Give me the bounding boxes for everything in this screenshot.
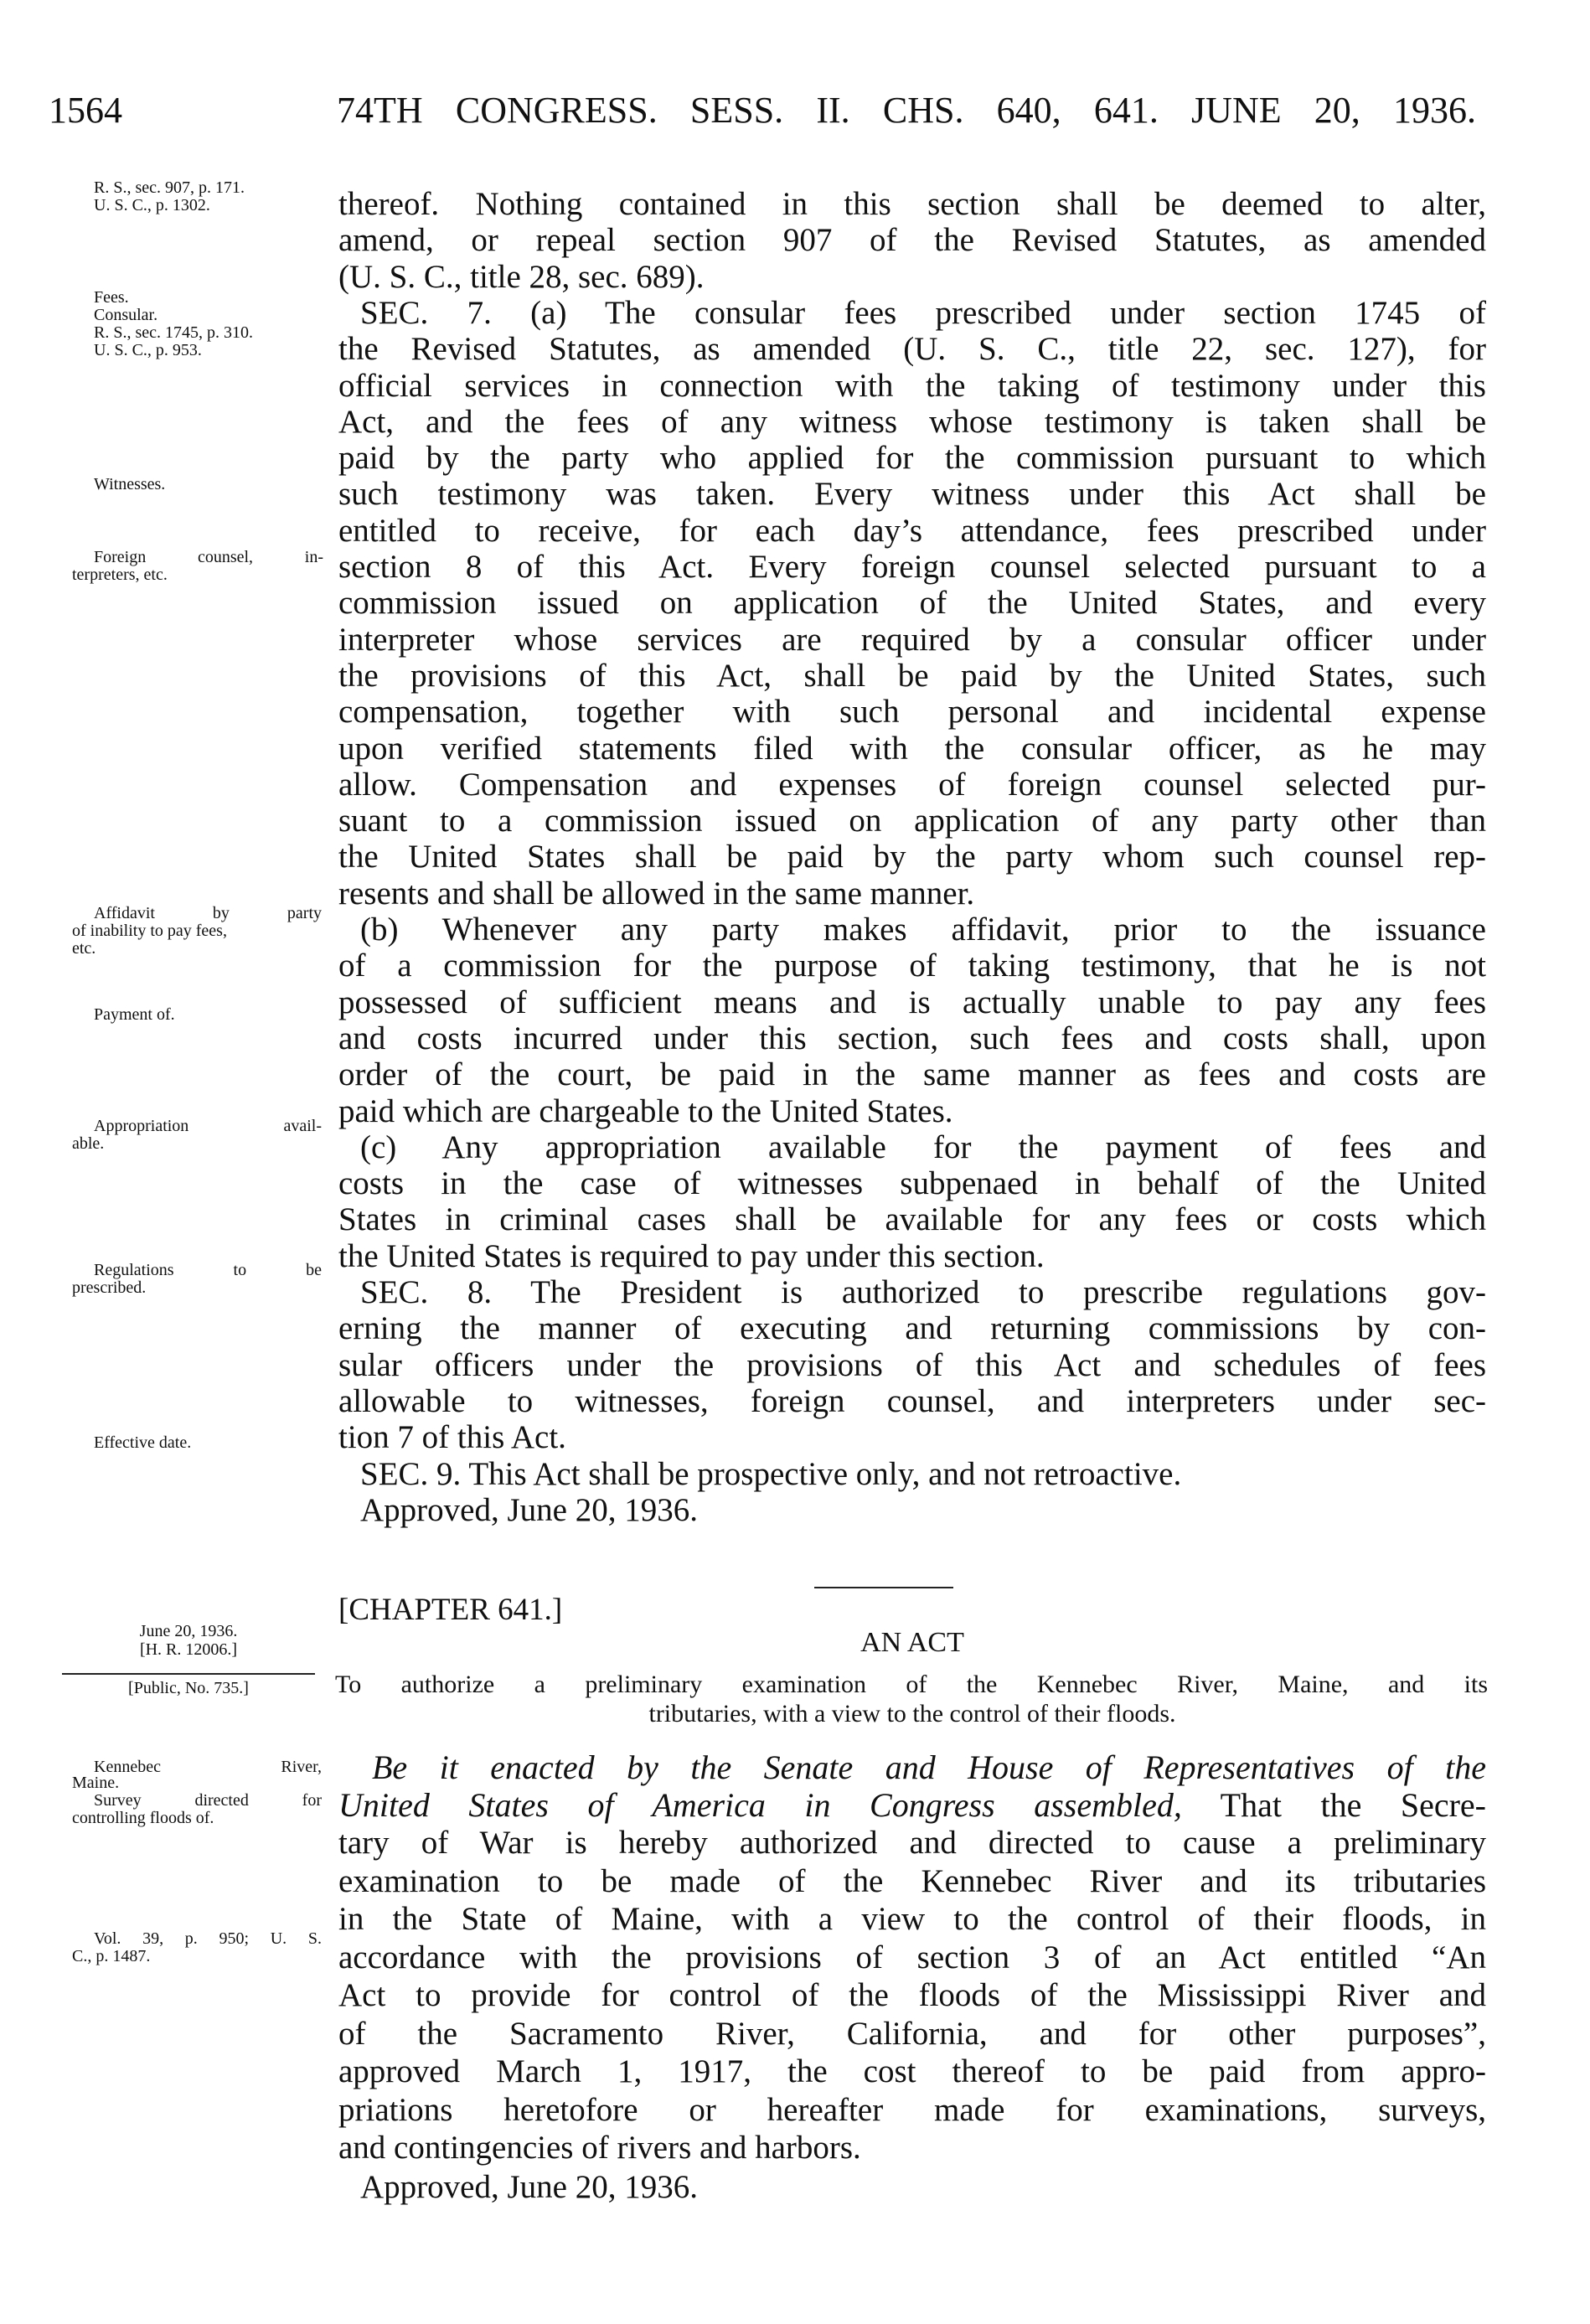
enacting-clause xyxy=(338,1787,1486,1823)
act-caption: tributaries, with a view to the control of their floods. xyxy=(648,1700,1176,1728)
text-line: approved March 1, 1917, the cost thereof to be paid from appro- xyxy=(338,2053,1486,2089)
text-line: the United States is required to pay under this section. xyxy=(338,1237,1045,1274)
margin-note: Fees. xyxy=(94,288,129,307)
page-number: 1564 xyxy=(49,90,122,131)
text-line: (U. S. C., title 28, sec. 689). xyxy=(338,258,705,295)
text-line: SEC. 8. The President is authorized to prescribe regulations gov- xyxy=(360,1274,1486,1310)
text-line: possessed of sufficient means and is actually unable to pay any fees xyxy=(338,984,1486,1020)
margin-note: Payment of. xyxy=(94,1005,175,1024)
text-line: resents and shall be allowed in the same manner. xyxy=(338,875,975,912)
text-line: tion 7 of this Act. xyxy=(338,1419,566,1456)
text-line: Act to provide for control of the floods of the Mississippi River and xyxy=(338,1977,1486,2013)
text-line: allowable to witnesses, foreign counsel, and interpreters under sec- xyxy=(338,1382,1486,1419)
text-line: of the Sacramento River, California, and for other purposes”, xyxy=(338,2015,1486,2052)
enacting-text: That the Secre- xyxy=(1181,1786,1487,1824)
text-line: entitled to receive, for each day’s attendance, fees prescribed under xyxy=(338,512,1486,549)
text-line: thereof. Nothing contained in this section shall be deemed to alter, xyxy=(338,186,1486,222)
text-line: compensation, together with such personal and incidental expense xyxy=(338,694,1486,731)
text-line: examination to be made of the Kennebec River and its tributaries xyxy=(338,1862,1486,1899)
chapter-label: [CHAPTER 641.] xyxy=(338,1593,563,1627)
text-line: paid by the party who applied for the commission pursuant to which xyxy=(338,440,1486,477)
text-line: suant to a commission issued on application of any party other than xyxy=(338,803,1486,839)
margin-note: Vol. 39, p. 950; U. S. xyxy=(94,1929,322,1948)
text-line: order of the court, be paid in the same manner as fees and costs are xyxy=(338,1056,1486,1093)
act-caption: To authorize a preliminary examination of the Kennebec River, Maine, and its xyxy=(335,1671,1488,1698)
text-line: Act, and the fees of any witness whose testimony is taken shall be xyxy=(338,403,1486,440)
margin-note: able. xyxy=(72,1134,105,1153)
enacting-italic: United States of America in Congress assembled, xyxy=(338,1786,1182,1824)
margin-note: C., p. 1487. xyxy=(72,1947,151,1965)
text-line: SEC. 9. This Act shall be prospective only, and not retroactive. xyxy=(360,1455,1182,1492)
text-line: SEC. 7. (a) The consular fees prescribed under section 1745 of xyxy=(360,294,1486,331)
text-line: in the State of Maine, with a view to the control of their floods, in xyxy=(338,1901,1486,1937)
margin-note: Survey directed for xyxy=(94,1791,322,1810)
margin-note: of inability to pay fees, xyxy=(72,922,227,940)
text-line: allow. Compensation and expenses of foreign counsel selected pur- xyxy=(338,766,1486,803)
margin-public-law: [Public, No. 735.] xyxy=(128,1679,249,1697)
margin-note: Kennebec River, xyxy=(94,1758,322,1776)
text-line: the provisions of this Act, shall be paid by the United States, such xyxy=(338,657,1486,694)
enacting-clause xyxy=(372,1749,1486,1785)
margin-note: Witnesses. xyxy=(94,475,166,493)
text-line: amend, or repeal section 907 of the Revised Statutes, as amended xyxy=(338,222,1486,259)
text-line: tary of War is hereby authorized and directed to cause a preliminary xyxy=(338,1825,1486,1861)
text-line: of a commission for the purpose of taking testimony, that he is not xyxy=(338,948,1486,984)
text-line: commission issued on application of the United States, and every xyxy=(338,585,1486,622)
text-line: accordance with the provisions of section 3 of an Act entitled “An xyxy=(338,1939,1486,1975)
margin-rule xyxy=(62,1673,315,1675)
text-line: paid which are chargeable to the United States. xyxy=(338,1092,953,1129)
margin-note: R. S., sec. 1745, p. 310. xyxy=(94,323,253,342)
text-line: the United States shall be paid by the party whom such counsel rep- xyxy=(338,839,1486,875)
margin-date: June 20, 1936. xyxy=(139,1622,238,1640)
margin-note: U. S. C., p. 953. xyxy=(94,341,202,359)
act-heading: AN ACT xyxy=(860,1627,964,1658)
text-line: and contingencies of rivers and harbors. xyxy=(338,2130,861,2166)
text-line: erning the manner of executing and returning commissions by con- xyxy=(338,1310,1486,1347)
text-line: States in criminal cases shall be available for any fees or costs which xyxy=(338,1201,1486,1238)
text-line: (b) Whenever any party makes affidavit, prior to the issuance xyxy=(360,912,1486,948)
margin-note: controlling floods of. xyxy=(72,1809,214,1827)
text-line: and costs incurred under this section, such fees and costs shall, upon xyxy=(338,1020,1486,1056)
text-line: costs in the case of witnesses subpenaed in behalf of the United xyxy=(338,1165,1486,1202)
text-line: section 8 of this Act. Every foreign counsel selected pursuant to a xyxy=(338,549,1486,585)
margin-note: Regulations to be xyxy=(94,1261,322,1279)
margin-note: Appropriation avail- xyxy=(94,1117,322,1135)
margin-note: Affidavit by party xyxy=(94,904,322,922)
margin-note: Maine. xyxy=(72,1774,120,1792)
margin-note: etc. xyxy=(72,939,96,958)
text-line: upon verified statements filed with the consular officer, as he may xyxy=(338,730,1486,767)
text-line: priations heretofore or hereafter made for examinations, surveys, xyxy=(338,2091,1486,2128)
running-head: 74TH CONGRESS. SESS. II. CHS. 640, 641. JUNE 20, 1936. xyxy=(337,90,1476,131)
margin-note: R. S., sec. 907, p. 171. xyxy=(94,178,245,197)
margin-note: Consular. xyxy=(94,306,158,324)
enacting-italic: Be it enacted by the Senate and House of Representatives of the xyxy=(372,1748,1486,1786)
margin-note: Foreign counsel, in- xyxy=(94,548,323,566)
margin-note: terpreters, etc. xyxy=(72,566,168,584)
margin-note: Effective date. xyxy=(94,1433,192,1452)
text-line: such testimony was taken. Every witness under this Act shall be xyxy=(338,476,1486,513)
text-line: the Revised Statutes, as amended (U. S. C., title 22, sec. 127), for xyxy=(338,331,1486,368)
text-line: Approved, June 20, 1936. xyxy=(360,1491,698,1528)
margin-bill: [H. R. 12006.] xyxy=(139,1640,238,1659)
margin-note: U. S. C., p. 1302. xyxy=(94,196,210,214)
text-line: official services in connection with the taking of testimony under this xyxy=(338,367,1486,404)
divider-rule xyxy=(814,1587,953,1588)
approved-date: Approved, June 20, 1936. xyxy=(360,2169,698,2205)
text-line: sular officers under the provisions of this Act and schedules of fees xyxy=(338,1346,1486,1383)
margin-note: prescribed. xyxy=(72,1278,147,1297)
text-line: interpreter whose services are required by a consular officer under xyxy=(338,621,1486,658)
text-line: (c) Any appropriation available for the payment of fees and xyxy=(360,1128,1486,1165)
